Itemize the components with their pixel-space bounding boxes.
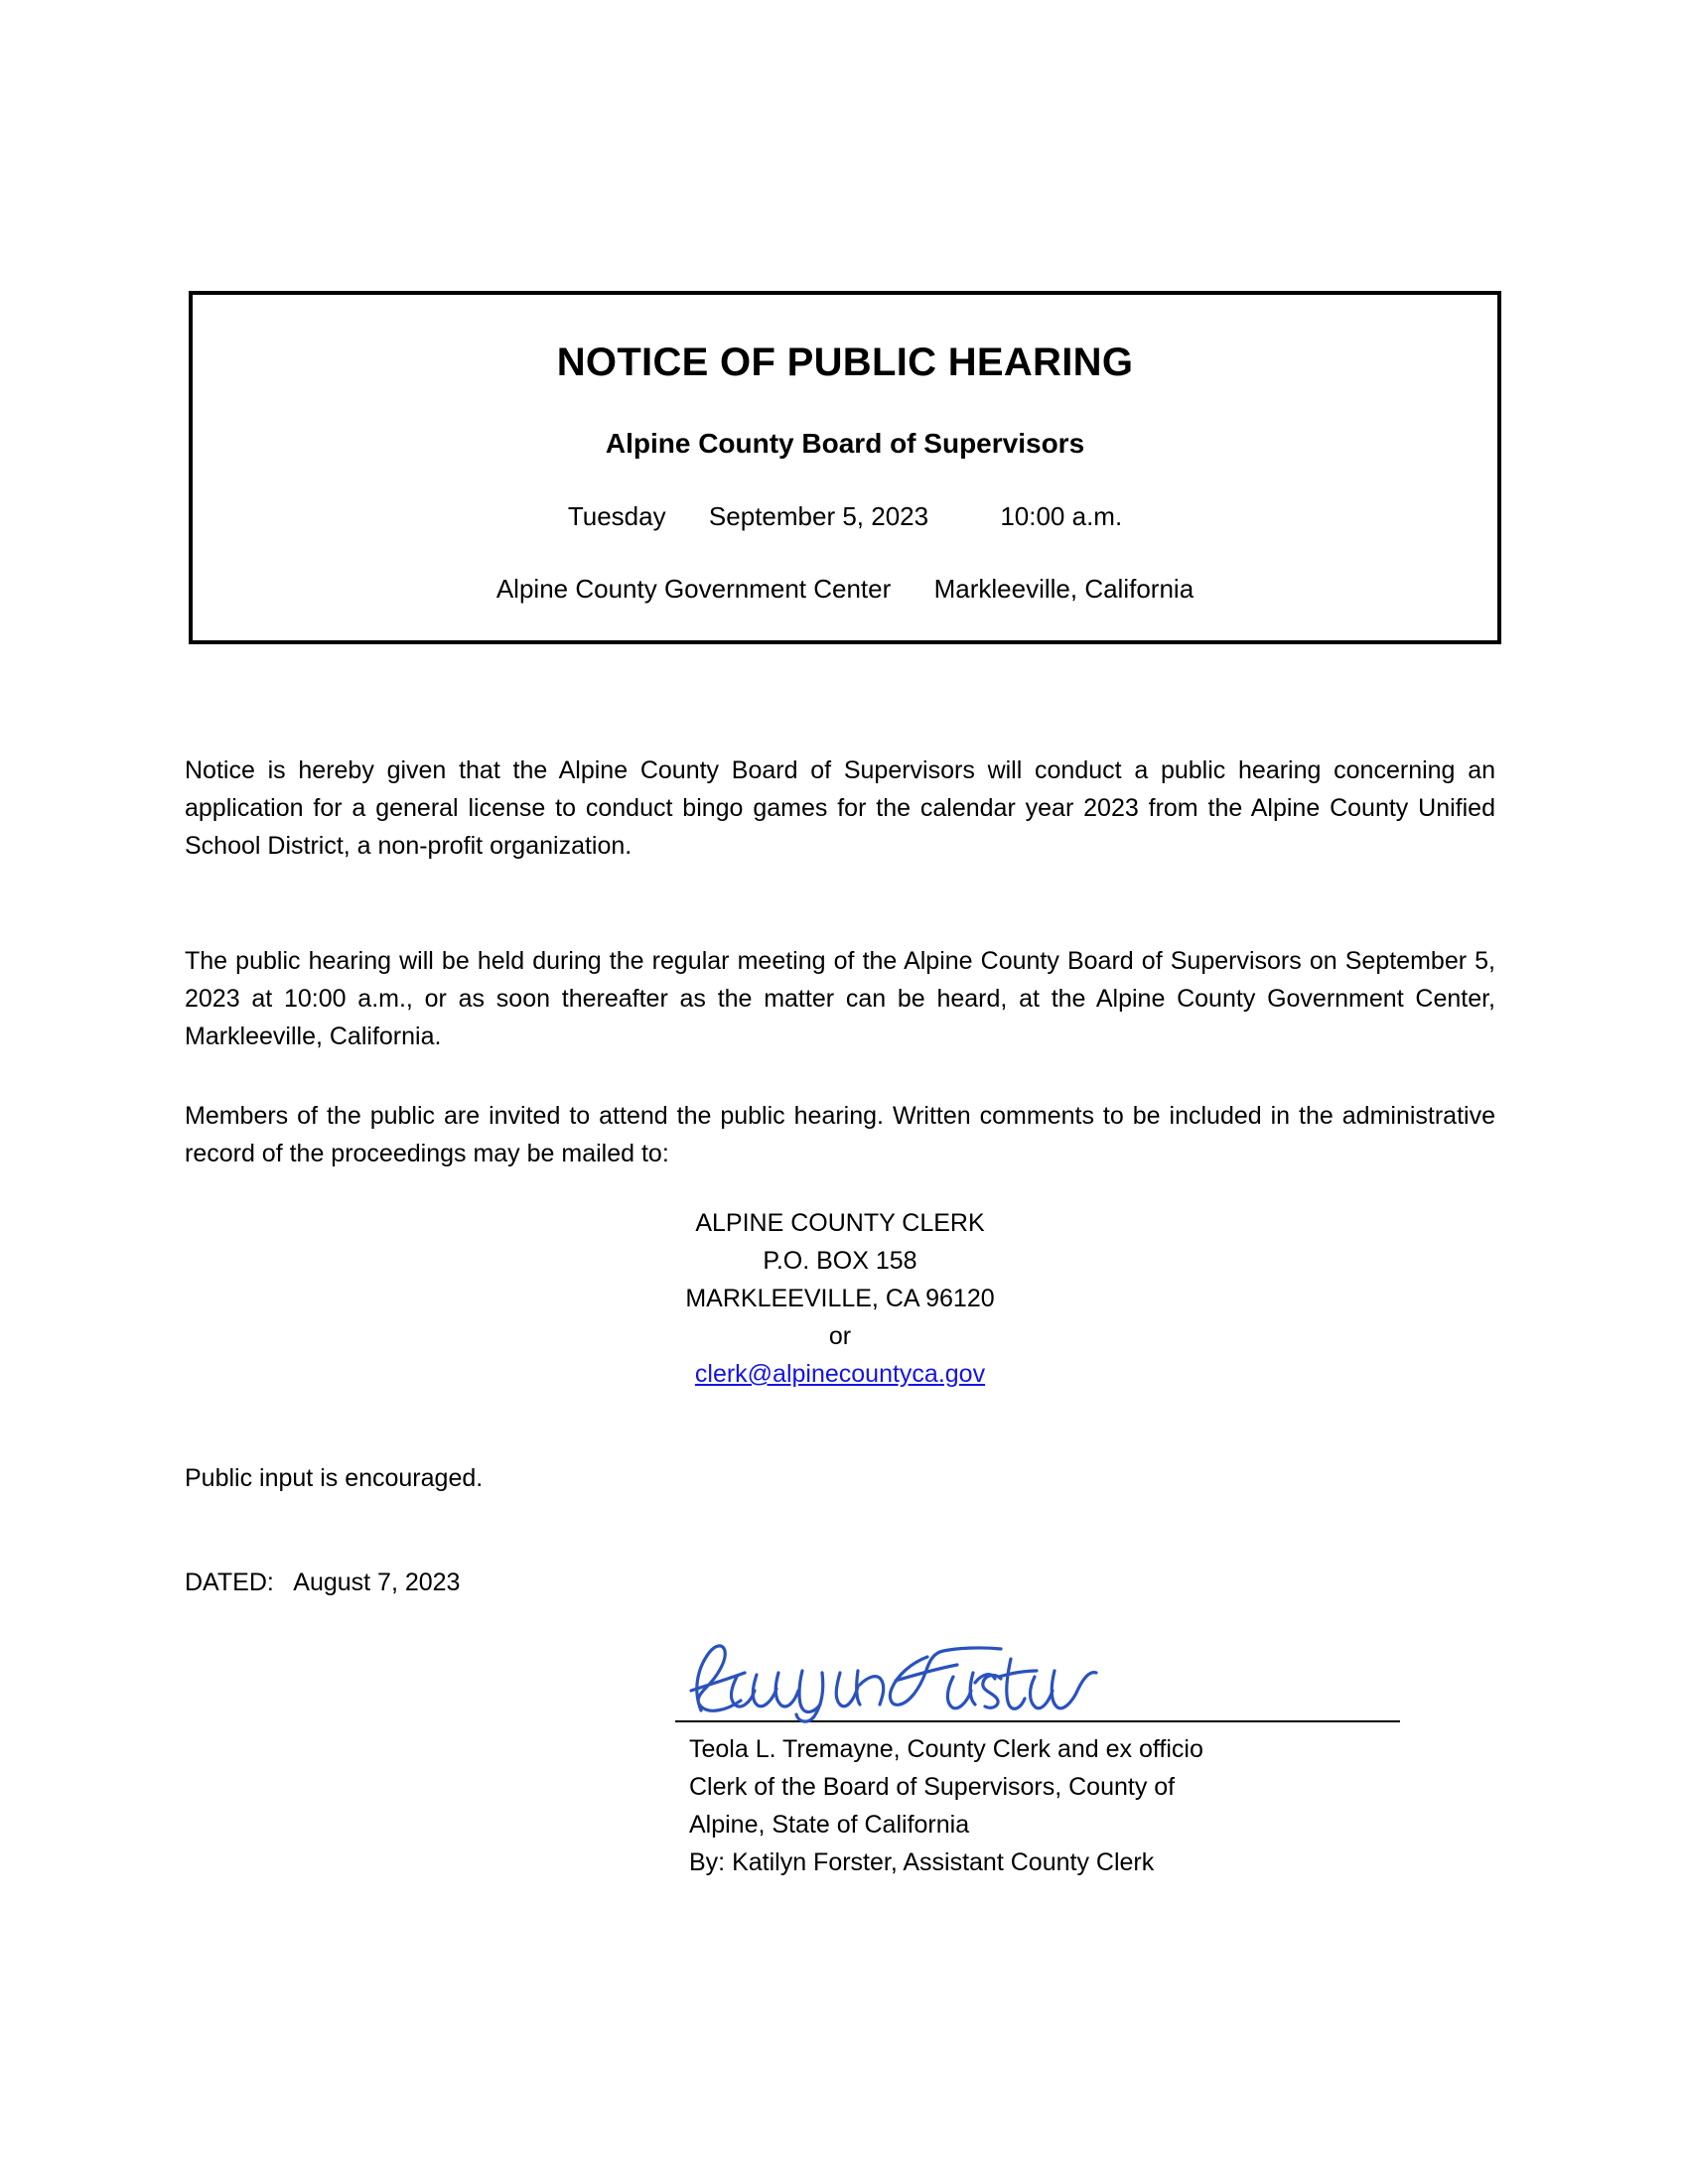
signature-line-1: Teola L. Tremayne, County Clerk and ex officio: [689, 1735, 1203, 1763]
public-input-note: Public input is encouraged.: [185, 1464, 484, 1492]
notice-header-box: [189, 291, 1501, 644]
signature-block: [675, 1633, 1410, 1881]
paragraph-hearing-details: The public hearing will be held during the regular meeting of the Alpine County Board of Supervisors on September 5, 2023 at 10:00 a.m., or as soon thereafter as the matter can be heard, at the Alpine County Government Center, Markleeville, California.: [185, 947, 1495, 1050]
signature-name-block: [675, 1730, 1410, 1881]
notice-subtitle: Alpine County Board of Supervisors: [605, 428, 1085, 459]
address-line-city: MARKLEEVILLE, CA 96120: [685, 1285, 995, 1312]
mailing-address-block: [185, 1204, 1495, 1393]
notice-datetime: Tuesday September 5, 2023 10:00 a.m.: [567, 501, 1123, 531]
address-line-pobox: P.O. BOX 158: [763, 1247, 917, 1275]
page-title: NOTICE OF PUBLIC HEARING: [556, 341, 1134, 384]
notice-location: Alpine County Government Center Markleeville, California: [495, 574, 1195, 604]
dated-line: DATED: August 7, 2023: [185, 1569, 461, 1596]
notice-header-box-inner: [193, 305, 1497, 614]
address-line-clerk: ALPINE COUNTY CLERK: [695, 1209, 985, 1237]
signature-rule: [675, 1720, 1400, 1722]
signature-line-4: By: Katilyn Forster, Assistant County Clerk: [689, 1848, 1155, 1876]
signature-line-2: Clerk of the Board of Supervisors, County of: [689, 1773, 1176, 1801]
paragraph-public-comments: Members of the public are invited to attend the public hearing. Written comments to be included in the administrative record of the proceedings may be mailed to:: [185, 1102, 1495, 1167]
paragraph-notice: Notice is hereby given that the Alpine County Board of Supervisors will conduct a public hearing concerning an application for a general license to conduct bingo games for the calendar year 2023 from the Alpine County Unified School District, a non-profit organization.: [185, 756, 1495, 860]
signature-line-3: Alpine, State of California: [689, 1811, 970, 1839]
address-line-or: or: [828, 1322, 852, 1350]
signature-icon: [683, 1633, 1100, 1724]
clerk-email-link[interactable]: clerk@alpinecountyca.gov: [694, 1360, 986, 1388]
